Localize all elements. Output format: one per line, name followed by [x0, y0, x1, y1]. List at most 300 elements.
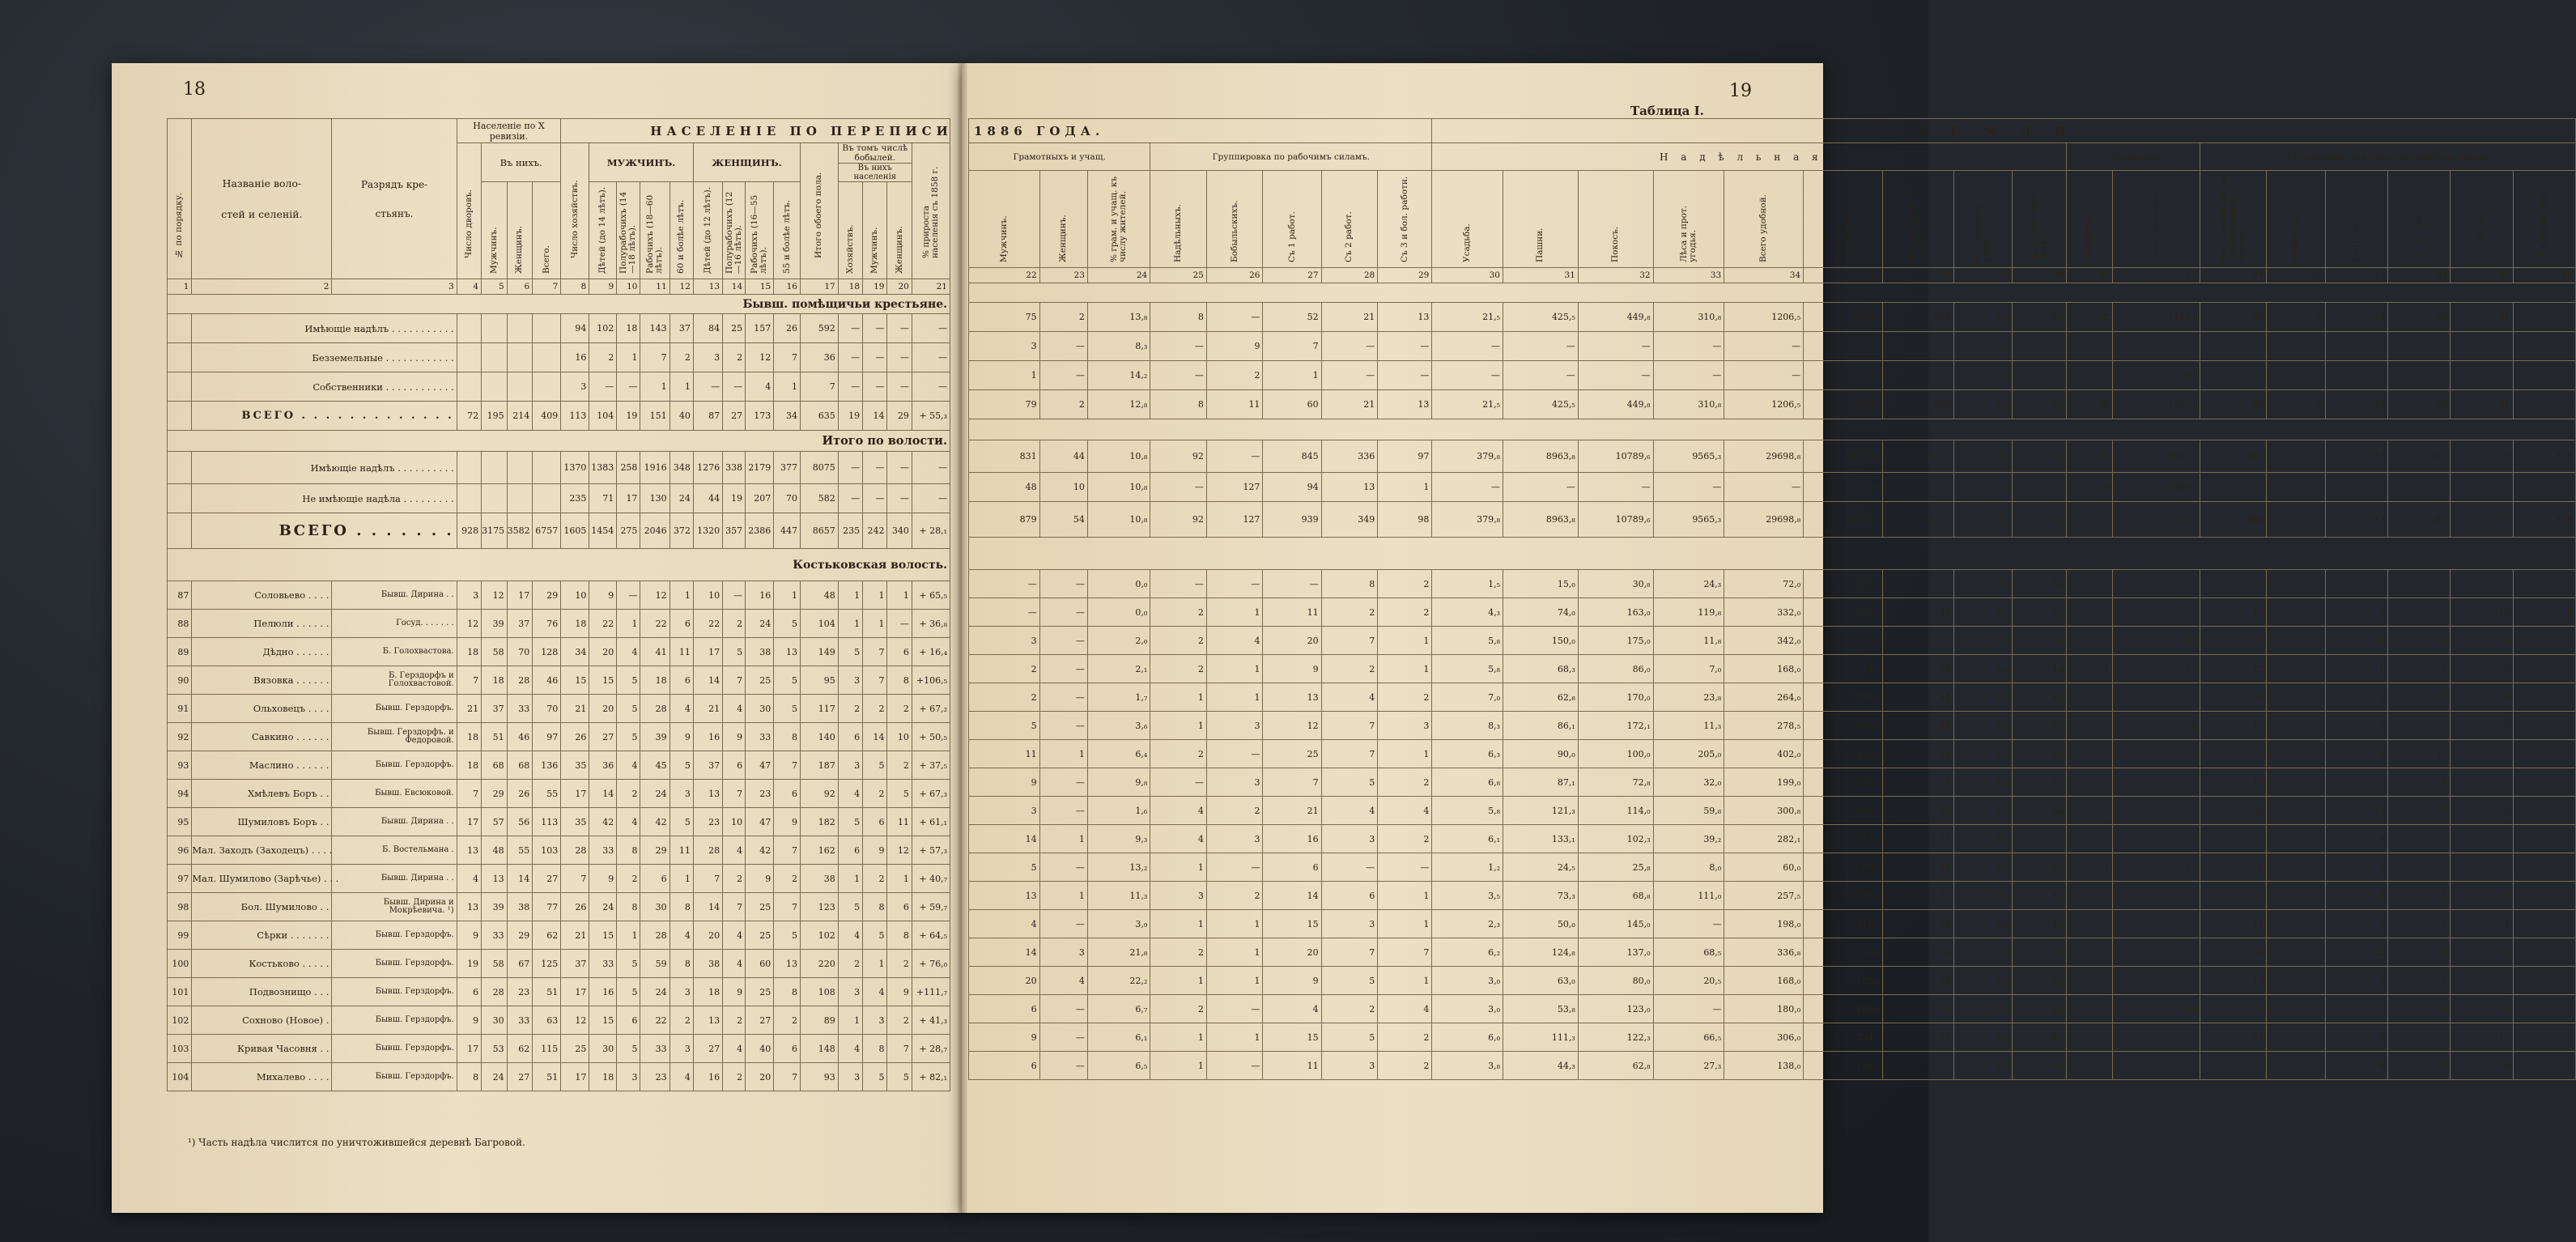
summary-cell: 127 [1206, 502, 1263, 538]
col-number: 19 [863, 279, 887, 295]
summary-cell: 592 [800, 314, 838, 343]
summary-cell: — [863, 343, 887, 372]
summary-cell: 4722,₇ [2112, 502, 2200, 538]
summary-cell: 9,₁ [1953, 502, 2012, 538]
men-col-workers: Рабочихъ (18—60 лѣтъ). [645, 194, 665, 274]
summary-cell [457, 314, 481, 343]
summary-label: Имѣющіе надѣлъ . . . . . . . . . . [192, 452, 457, 484]
village-name: Сохново (Новое) . [192, 1006, 332, 1035]
summary-cell: 21,₅ [1432, 390, 1503, 419]
village-cell: 8 [774, 723, 801, 751]
village-cell: 3 [1206, 768, 1263, 797]
village-cell: 62 [507, 1035, 533, 1063]
bobyl-col-households: Хозяйствъ. [844, 224, 855, 274]
village-cell: 11,₃ [1087, 882, 1150, 910]
village-cell: 33 [746, 723, 774, 751]
right-page-number: 19 [1729, 81, 1752, 101]
village-cell: 38 [746, 638, 774, 666]
village-cell: 20 [589, 638, 617, 666]
summary-cell: — [2325, 361, 2387, 390]
village-cell: 28 [640, 695, 670, 723]
village-cell: 2 [1150, 740, 1207, 768]
village-cell: 17 [2325, 797, 2387, 825]
village-cell: 6,₀ [1953, 683, 2012, 712]
summary-cell: 357 [723, 513, 746, 549]
summary-cell: 3 [969, 332, 1040, 361]
col-number: 28 [1321, 268, 1378, 283]
village-cell: 7 [863, 666, 887, 695]
village-name: Вязовка . . . . . . [192, 666, 332, 695]
village-cell: 1 [838, 581, 862, 610]
village-cell: 10 [2200, 598, 2266, 627]
summary-cell: 310,₈ [1653, 390, 1724, 419]
village-cell: 16 [693, 723, 722, 751]
village-cell: 2 [1378, 768, 1432, 797]
village-category: Бывш. Дирина . . [332, 581, 457, 610]
village-cell: 7 [457, 666, 481, 695]
village-cell: 24,₃ [1653, 570, 1724, 598]
village-cell: 1 [2066, 995, 2112, 1023]
village-cell: 27 [746, 1006, 774, 1035]
village-cell: 63,₀ [1503, 967, 1578, 995]
village-cell: 25 [561, 1035, 589, 1063]
village-cell: 9 [2387, 712, 2450, 740]
village-cell: + 67,₂ [912, 695, 950, 723]
summary-cell: 25 [723, 314, 746, 343]
col-number: 40 [2112, 268, 2200, 283]
village-cell: — [887, 610, 912, 638]
summary-cell: 10,₈ [1087, 473, 1150, 502]
summary-cell: 8963,₈ [1503, 502, 1578, 538]
village-row [168, 581, 950, 610]
village-cell: 1 [863, 610, 887, 638]
village-cell: 4,₀ [2012, 995, 2066, 1023]
own-land-header: Собственная. [2066, 143, 2200, 171]
village-row [168, 1035, 950, 1063]
village-cell: 4 [838, 780, 862, 808]
village-cell: 3,₆ [1087, 712, 1150, 740]
village-cell: 13 [693, 780, 722, 808]
village-cell: 13 [482, 865, 508, 893]
village-cell: 38 [800, 865, 838, 893]
village-cell: 67 [507, 950, 533, 978]
summary-cell: 18 [617, 314, 640, 343]
section-heading: Костьковская волость. [168, 549, 950, 581]
summary-cell: 19 [723, 484, 746, 513]
village-cell: 22 [2200, 627, 2266, 655]
village-cell: 25 [746, 893, 774, 921]
village-cell: 114,₀ [1578, 797, 1653, 825]
summary-cell: 26 [774, 314, 801, 343]
village-row [168, 1006, 950, 1035]
village-cell: 14 [693, 666, 722, 695]
village-cell: 328,₂ [1804, 797, 1883, 825]
village-cell: 180,₀ [1724, 995, 1804, 1023]
summary-cell: 27 [723, 402, 746, 431]
summary-cell: 21 [1321, 390, 1378, 419]
section-spacer [969, 283, 2576, 303]
village-cell: 2 [1206, 797, 1263, 825]
summary-cell: — [838, 314, 862, 343]
summary-cell: 1460,₀ [2112, 473, 2200, 502]
village-cell: 7,₀ [1432, 683, 1503, 712]
village-cell: 138,₀ [1724, 1052, 1804, 1080]
summary-cell: — [838, 343, 862, 372]
summary-cell: 275 [617, 513, 640, 549]
summary-cell: 310,₈ [1653, 303, 1724, 332]
village-cell: 1 [838, 1006, 862, 1035]
village-cell: 1 [617, 610, 640, 638]
village-row [168, 978, 950, 1006]
village-cell: 76 [533, 610, 561, 638]
village-cell: 312,₅ [1804, 825, 1883, 853]
village-cell: 2 [2387, 570, 2450, 598]
village-cell: 4,₉ [2012, 1023, 2066, 1052]
village-cell: 35 [561, 808, 589, 836]
summary-cell: — [1653, 473, 1724, 502]
village-cell: 3 [670, 1035, 693, 1063]
village-cell: 8 [457, 1063, 481, 1091]
village-cell: 2,₀ [1087, 627, 1150, 655]
village-cell: 6,₀ [1953, 967, 2012, 995]
village-cell: 1 [1150, 712, 1207, 740]
village-cell: 20 [1263, 627, 1321, 655]
village-cell: 6 [617, 1006, 640, 1035]
allot-col-per-soul: На сем. душу надѣла. [1908, 202, 1928, 262]
village-cell: — [2513, 740, 2575, 768]
village-cell: 33 [482, 921, 508, 950]
village-cell: — [2267, 910, 2325, 938]
village-cell: 2 [1150, 627, 1207, 655]
village-cell: — [1039, 1052, 1087, 1080]
allconv-col-worker: На 1 душу рабоч. пола. [2029, 184, 2048, 262]
col-number: 42 [2267, 268, 2325, 283]
summary-cell: 1140,₆ [2112, 303, 2200, 332]
col-number: 46 [2513, 268, 2575, 283]
village-cell: + 40,₇ [912, 865, 950, 893]
village-cell: 28 [640, 921, 670, 950]
village-cell: 2 [838, 695, 862, 723]
summary-cell [482, 484, 508, 513]
allconv-col-rev: Въ 1 ревизск. душу. [1973, 201, 1992, 262]
village-name: Дѣдно . . . . . . [192, 638, 332, 666]
summary-cell: 32 [2066, 303, 2112, 332]
summary-cell: 40 [670, 402, 693, 431]
col-number: 5 [482, 279, 508, 295]
village-cell: 283,₈ [1804, 712, 1883, 740]
summary-cell: — [887, 452, 912, 484]
village-cell: — [2267, 853, 2325, 882]
village-cell: 12 [640, 581, 670, 610]
village-cell: 42 [1883, 882, 1954, 910]
col-number: 18 [838, 279, 862, 295]
village-cell: 5 [2451, 825, 2513, 853]
summary-cell: 61 [2112, 361, 2200, 390]
summary-cell: — [2012, 332, 2066, 361]
summary-cell: 36 [2387, 303, 2450, 332]
village-cell: 170,₀ [1578, 683, 1653, 712]
summary-row [168, 513, 950, 549]
village-cell: 0,₀ [1087, 598, 1150, 627]
bobyl-sub-header: Въ нихъ населенія [839, 163, 912, 181]
village-cell: 9 [2451, 627, 2513, 655]
village-cell: 2 [1150, 655, 1207, 683]
summary-cell: 1370 [561, 452, 589, 484]
village-number: 92 [168, 723, 192, 751]
summary-cell: — [1039, 332, 1087, 361]
village-cell: 2 [969, 655, 1040, 683]
village-cell: 6 [1263, 853, 1321, 882]
village-cell: 13 [693, 1006, 722, 1035]
col-number: 36 [1883, 268, 1954, 283]
summary-cell: 879 [969, 502, 1040, 538]
village-cell: 16 [693, 1063, 722, 1091]
village-cell: 5 [863, 751, 887, 780]
table-label: Таблица I. [1630, 104, 1704, 118]
village-cell: 6,₀ [1953, 740, 2012, 768]
village-cell: 12 [2451, 1023, 2513, 1052]
village-cell: 86,₁ [1503, 712, 1578, 740]
village-cell: — [1206, 570, 1263, 598]
village-cell: 8 [774, 978, 801, 1006]
village-cell: 5 [617, 978, 640, 1006]
village-name: Хмѣлевъ Боръ . . [192, 780, 332, 808]
village-cell: 3 [670, 780, 693, 808]
village-cell: 2 [1321, 655, 1378, 683]
village-cell: 4 [670, 695, 693, 723]
summary-cell: 1299,₈ [1804, 303, 1883, 332]
summary-cell: — [1206, 303, 1263, 332]
allot-col-meadow: Покосъ. [1610, 226, 1621, 262]
summary-cell: 6 [2267, 502, 2325, 538]
census-banner-year: 1886 ГОДА. [974, 123, 1105, 138]
summary-cell: 338 [723, 452, 746, 484]
col-number: 38 [2012, 268, 2066, 283]
summary-row [168, 343, 950, 372]
village-cell: 1 [887, 581, 912, 610]
col-number: 9 [589, 279, 617, 295]
village-cell: 1 [2267, 627, 2325, 655]
village-cell: 9 [2200, 570, 2266, 598]
village-row [168, 893, 950, 921]
village-cell: 45 [640, 751, 670, 780]
village-cell: 1 [1150, 853, 1207, 882]
summary-cell: 87 [693, 402, 722, 431]
village-cell: — [1206, 995, 1263, 1023]
village-cell: 5 [774, 666, 801, 695]
summary-cell: 3582 [507, 513, 533, 549]
village-number: 90 [168, 666, 192, 695]
village-cell: — [2513, 797, 2575, 825]
village-cell: 16 [589, 978, 617, 1006]
village-cell: 4 [723, 695, 746, 723]
village-cell: 171,₃ [1804, 655, 1883, 683]
village-row [168, 836, 950, 865]
village-cell: — [1039, 910, 1087, 938]
village-cell: 23 [2200, 797, 2266, 825]
village-cell: 2 [1150, 938, 1207, 967]
village-cell: 11,₃ [1653, 712, 1724, 740]
village-cell: 7 [723, 780, 746, 808]
village-cell: 18 [457, 723, 481, 751]
village-category: Госуд. . . . . . . [332, 610, 457, 638]
village-cell: 1 [2066, 938, 2112, 967]
village-cell: 27 [2112, 938, 2200, 967]
village-cell: 26 [561, 893, 589, 921]
village-cell: 3,₈ [2012, 967, 2066, 995]
village-cell: — [969, 570, 1040, 598]
village-cell: 13 [774, 638, 801, 666]
summary-cell: 113 [2325, 440, 2387, 473]
summary-cell [533, 343, 561, 372]
summary-cell: 349 [1321, 502, 1378, 538]
summary-cell: — [1724, 361, 1804, 390]
col-number: 25 [1150, 268, 1207, 283]
summary-cell: 1 [2513, 390, 2575, 419]
village-cell: 14 [693, 893, 722, 921]
village-cell: 6 [887, 893, 912, 921]
summary-row [969, 390, 2576, 419]
village-cell: 6 [2200, 853, 2266, 882]
village-cell: 25 [746, 921, 774, 950]
allot-col-arable: Пашни. [1535, 228, 1545, 262]
summary-cell: 127 [1206, 473, 1263, 502]
village-cell: 9 [2387, 797, 2450, 825]
village-cell: 4,₈ [2012, 910, 2066, 938]
summary-cell: 24 [2325, 390, 2387, 419]
village-cell: 6 [838, 723, 862, 751]
village-cell: 3 [1321, 1052, 1378, 1080]
col-number: 4 [457, 279, 481, 295]
summary-cell: 60 [1263, 390, 1321, 419]
summary-cell: — [2451, 361, 2513, 390]
village-cell: 7 [1321, 627, 1378, 655]
village-cell: 1 [1039, 882, 1087, 910]
village-row [969, 882, 2576, 910]
village-cell: 20 [1263, 938, 1321, 967]
village-cell: 6 [670, 666, 693, 695]
village-cell: 9 [723, 723, 746, 751]
village-cell: 10 [2200, 768, 2266, 797]
village-cell: 3 [838, 1063, 862, 1091]
village-cell: 4 [2451, 910, 2513, 938]
village-cell: 199,₀ [1804, 995, 1883, 1023]
village-cell: 4 [1321, 683, 1378, 712]
village-cell: + 50,₅ [912, 723, 950, 751]
village-cell: 56 [1883, 938, 1954, 967]
village-cell: 87,₁ [1503, 768, 1578, 797]
village-cell: 17 [507, 581, 533, 610]
summary-cell: — [1653, 361, 1724, 390]
village-cell: +111,₇ [912, 978, 950, 1006]
section-row-spacer [969, 419, 2576, 440]
village-cell: 20 [969, 967, 1040, 995]
summary-cell: 2 [2267, 303, 2325, 332]
summary-cell: 4,₈ [2012, 390, 2066, 419]
village-cell: 2 [1321, 598, 1378, 627]
village-cell: 425,₀ [1804, 740, 1883, 768]
village-cell: — [2066, 910, 2112, 938]
summary-cell: 66 [2200, 390, 2266, 419]
village-cell: 6 [2451, 655, 2513, 683]
section-spacer [969, 419, 2576, 440]
village-cell: 6 [774, 1035, 801, 1063]
summary-cell: — [1432, 361, 1503, 390]
summary-cell: 19 [617, 402, 640, 431]
village-cell: 6,₃ [1432, 740, 1503, 768]
summary-cell [482, 452, 508, 484]
village-cell: 1 [2200, 825, 2266, 853]
col-number: 29 [1378, 268, 1432, 283]
village-cell: 21,₈ [1087, 938, 1150, 967]
village-cell: 50,₀ [1503, 910, 1578, 938]
section-row [168, 431, 950, 452]
village-number: 103 [168, 1035, 192, 1063]
village-cell: 42 [640, 808, 670, 836]
col-number: 34 [1724, 268, 1804, 283]
village-cell: — [1150, 570, 1207, 598]
summary-row [168, 314, 950, 343]
village-cell: 29 [507, 921, 533, 950]
village-cell: 156,₈ [1804, 1052, 1883, 1080]
village-cell: 136 [533, 751, 561, 780]
summary-cell: 84 [693, 314, 722, 343]
village-category: Бывш. Дирина . . [332, 808, 457, 836]
village-cell: 28 [1883, 967, 1954, 995]
summary-cell: — [1321, 332, 1378, 361]
summary-cell: 235 [561, 484, 589, 513]
village-cell: 18 [457, 751, 481, 780]
village-cell: 5 [838, 893, 862, 921]
summary-cell: 348 [670, 452, 693, 484]
summary-cell: 10789,₆ [1578, 502, 1653, 538]
village-cell: 6,₀ [1953, 655, 2012, 683]
village-number: 96 [168, 836, 192, 865]
col-number: 14 [723, 279, 746, 295]
literate-col-men: Мужчинъ. [998, 215, 1009, 262]
village-cell: 27 [693, 1035, 722, 1063]
village-cell: + 61,₁ [912, 808, 950, 836]
village-cell: 17 [693, 638, 722, 666]
village-row [969, 967, 2576, 995]
summary-cell: 70 [774, 484, 801, 513]
village-cell: 32 [2200, 938, 2266, 967]
village-cell: — [2066, 797, 2112, 825]
village-row [168, 666, 950, 695]
summary-cell: 426 [2513, 502, 2575, 538]
village-cell: 53 [482, 1035, 508, 1063]
village-cell: — [723, 581, 746, 610]
village-cell: 2 [670, 1006, 693, 1035]
col-number: 12 [670, 279, 693, 295]
village-row [969, 655, 2576, 683]
village-cell: 27 [589, 723, 617, 751]
village-cell: 113 [533, 808, 561, 836]
summary-cell: — [1503, 361, 1578, 390]
village-cell: 24 [482, 1063, 508, 1091]
summary-cell: 48 [969, 473, 1040, 502]
summary-cell: — [1432, 332, 1503, 361]
village-cell: 2 [863, 780, 887, 808]
village-cell: 33 [507, 1006, 533, 1035]
summary-cell: 3272 [1883, 502, 1954, 538]
summary-cell [457, 484, 481, 513]
village-cell: 9 [969, 768, 1040, 797]
summary-row [969, 502, 2576, 538]
summary-label: ВСЕГО . . . . . . . [192, 513, 457, 549]
summary-cell: 12 [746, 343, 774, 372]
village-cell: 33 [640, 1035, 670, 1063]
